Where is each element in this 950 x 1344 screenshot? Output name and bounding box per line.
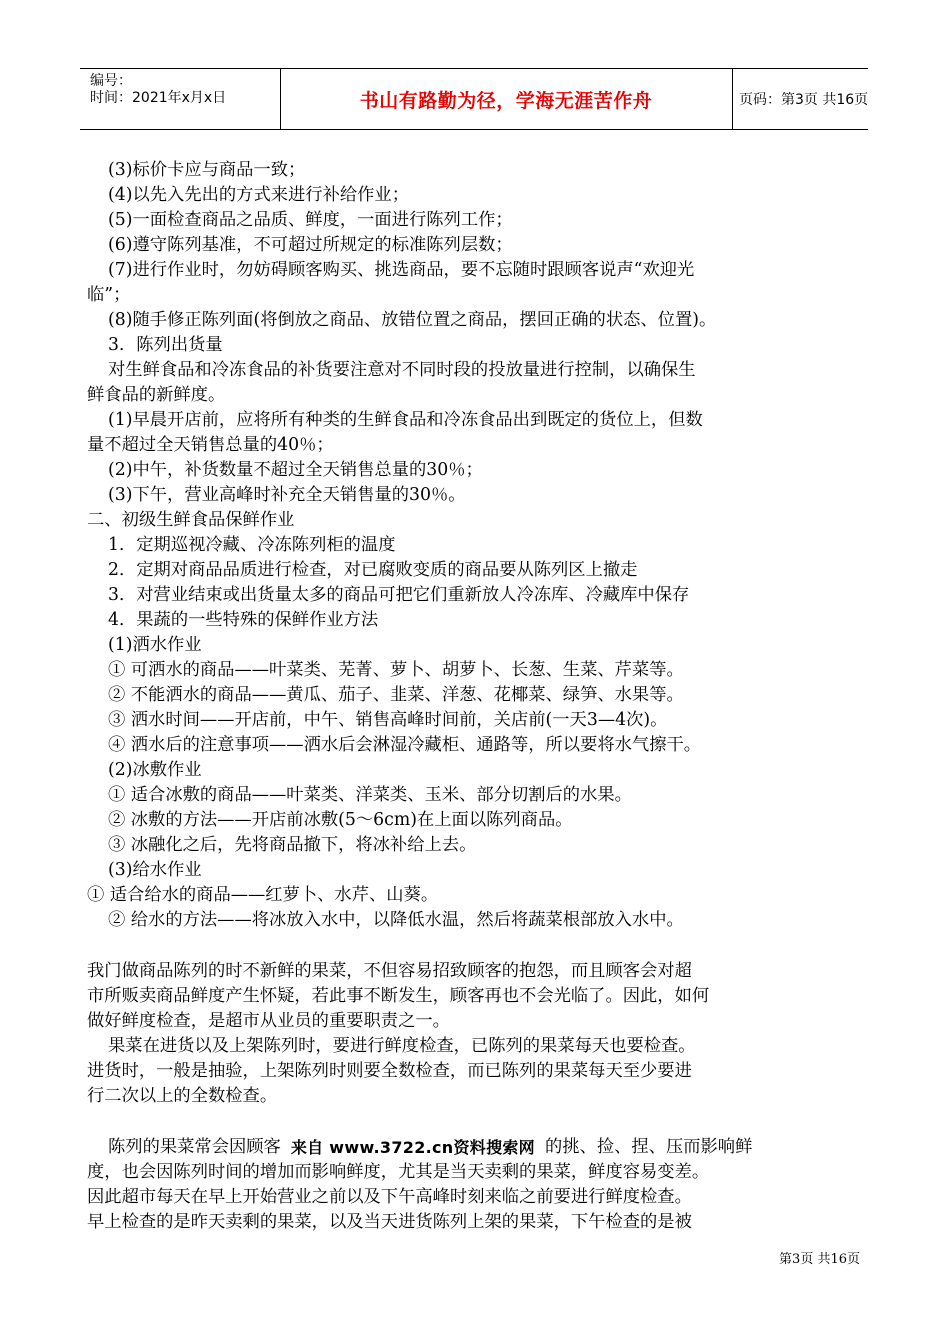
text-line: ③ 洒水时间——开店前，中午、销售高峰时间前，关店前(一天3—4次)。 xyxy=(108,710,668,730)
text-line: 1．定期巡视冷藏、冷冻陈列柜的温度 xyxy=(108,535,396,555)
text-line: (8)随手修正陈列面(将倒放之商品、放错位置之商品，摆回正确的状态、位置)。 xyxy=(108,310,717,330)
text-line: ④ 洒水后的注意事项——洒水后会淋湿冷藏柜、通路等，所以要将水气擦干。 xyxy=(108,735,702,755)
time-label: 时间：2021年x月x日 xyxy=(90,90,227,106)
text-line: 4．果蔬的一些特殊的保鲜作业方法 xyxy=(108,610,379,630)
header-motto-cell xyxy=(280,69,733,129)
text-line: 早上检查的是昨天卖剩的果菜，以及当天进货陈列上架的果菜，下午检查的是被 xyxy=(87,1212,692,1232)
text-line-with-watermark xyxy=(87,1135,867,1160)
text-line: (7)进行作业时，勿妨碍顾客购买、挑选商品，要不忘随时跟顾客说声“欢迎光 xyxy=(108,260,695,280)
text-segment: 的挑、捡、捏、压而影响鲜 xyxy=(544,1137,753,1157)
text-line: 对生鲜食品和冷冻食品的补货要注意对不同时段的投放量进行控制，以确保生 xyxy=(108,360,696,380)
text-line: (2)中午，补货数量不超过全天销售总量的30％； xyxy=(108,460,483,480)
text-line: ② 冰敷的方法——开店前冰敷(5～6cm)在上面以陈列商品。 xyxy=(108,810,573,830)
text-line: ① 可洒水的商品——叶菜类、芜菁、萝卜、胡萝卜、长葱、生菜、芹菜等。 xyxy=(108,660,684,680)
text-line: 进货时，一般是抽验，上架陈列时则要全数检查，而已陈列的果菜每天至少要进 xyxy=(87,1061,692,1081)
text-line: (1)洒水作业 xyxy=(108,635,202,655)
motto: 书山有路勤为径，学海无涯苦作舟 xyxy=(359,89,653,112)
document-body xyxy=(87,158,867,1235)
text-line: (1)早晨开店前，应将所有种类的生鲜食品和冷冻食品出到既定的货位上，但数 xyxy=(108,410,703,430)
text-line: 度，也会因陈列时间的增加而影响鲜度，尤其是当天卖剩的果菜，鲜度容易变差。 xyxy=(87,1162,710,1182)
header-table xyxy=(80,68,868,130)
text-line: 因此超市每天在早上开始营业之前以及下午高峰时刻来临之前要进行鲜度检查。 xyxy=(87,1187,692,1207)
text-segment: 陈列的果菜常会因顾客 xyxy=(108,1137,281,1157)
text-line: 做好鲜度检查，是超市从业员的重要职责之一。 xyxy=(87,1011,450,1031)
text-line: (2)冰敷作业 xyxy=(108,760,202,780)
text-line: 果菜在进货以及上架陈列时，要进行鲜度检查，已陈列的果菜每天也要检查。 xyxy=(108,1036,696,1056)
page-info: 页码：第3页 共16页 xyxy=(739,92,869,108)
text-line: 2．定期对商品品质进行检查，对已腐败变质的商品要从陈列区上撤走 xyxy=(108,560,638,580)
section-heading: 二、初级生鲜食品保鲜作业 xyxy=(87,510,295,530)
section-heading: 3．陈列出货量 xyxy=(108,335,223,355)
text-line: ① 适合冰敷的商品——叶菜类、洋菜类、玉米、部分切割后的水果。 xyxy=(108,785,632,805)
watermark: 来自 www.3722.cn资料搜索网 xyxy=(290,1138,535,1157)
text-line: (3)标价卡应与商品一致； xyxy=(108,160,306,180)
text-line: (3)给水作业 xyxy=(108,860,202,880)
text-line: (4)以先入先出的方式来进行补给作业； xyxy=(108,185,409,205)
text-line: (6)遵守陈列基准，不可超过所规定的标准陈列层数； xyxy=(108,235,513,255)
text-line: 量不超过全天销售总量的40％； xyxy=(87,435,334,455)
text-line: ② 给水的方法——将冰放入水中，以降低水温，然后将蔬菜根部放入水中。 xyxy=(108,910,684,930)
text-line: ③ 冰融化之后，先将商品撤下，将冰补给上去。 xyxy=(108,835,477,855)
text-line: 市所贩卖商品鲜度产生怀疑，若此事不断发生，顾客再也不会光临了。因此，如何 xyxy=(87,986,710,1006)
text-line: 鲜食品的新鲜度。 xyxy=(87,385,226,405)
text-line: 我门做商品陈列的时不新鲜的果菜，不但容易招致顾客的抱怨，而且顾客会对超 xyxy=(87,961,692,981)
text-line: 行二次以上的全数检查。 xyxy=(87,1086,278,1106)
text-line: ② 不能洒水的商品——黄瓜、茄子、韭菜、洋葱、花椰菜、绿笋、水果等。 xyxy=(108,685,684,705)
text-line: 3．对营业结束或出货量太多的商品可把它们重新放人冷冻库、冷藏库中保存 xyxy=(108,585,690,605)
text-line: 临”； xyxy=(87,285,131,305)
number-label: 编号： xyxy=(90,73,132,89)
header-left-cell xyxy=(80,69,281,129)
text-line: (5)一面检查商品之品质、鲜度，一面进行陈列工作； xyxy=(108,210,513,230)
text-line: ① 适合给水的商品——红萝卜、水芹、山葵。 xyxy=(87,885,439,905)
header-page-cell xyxy=(733,69,868,129)
page-footer: 第3页 共16页 xyxy=(779,1252,860,1267)
text-line: (3)下午，营业高峰时补充全天销售量的30％。 xyxy=(108,485,466,505)
